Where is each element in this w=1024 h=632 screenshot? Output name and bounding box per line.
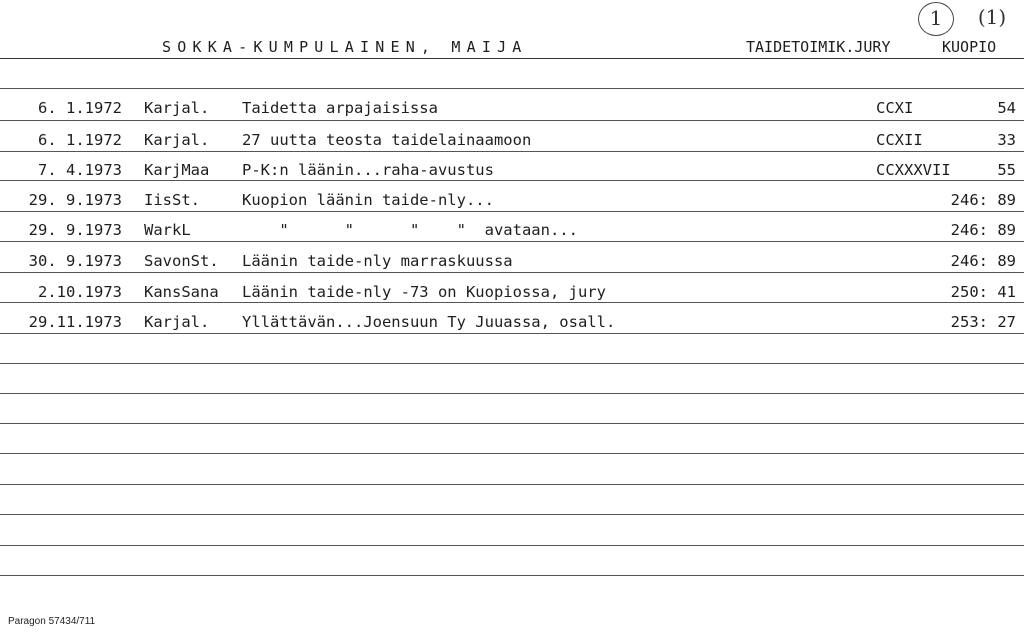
entry-description: Läänin taide-nly -73 on Kuopiossa, jury (242, 283, 606, 301)
card-header (0, 34, 1024, 58)
entry-page: 253: 27 (950, 313, 1016, 331)
place-label: KUOPIO (942, 38, 997, 56)
entry-row (0, 99, 1024, 121)
entry-description: Kuopion läänin taide-nly... (242, 191, 494, 209)
entry-row (0, 221, 1024, 243)
entry-source: Karjal. (144, 131, 210, 149)
handwritten-mark: (1) (977, 5, 1007, 29)
entry-page: 54 (997, 99, 1016, 117)
entry-source: Karjal. (144, 313, 210, 331)
handwritten-mark-circled: 1 (918, 2, 954, 36)
entry-reference: CCXI (876, 99, 914, 117)
entry-row (0, 131, 1024, 153)
entry-date: 29. 9.1973 (28, 191, 122, 209)
entry-date: 2.10.1973 (38, 283, 122, 301)
entry-source: Karjal. (144, 99, 210, 117)
entry-date: 29. 9.1973 (28, 221, 122, 239)
ruled-line (0, 88, 1024, 89)
entry-date: 7. 4.1973 (38, 161, 122, 179)
entry-description: " " " " avataan... (242, 221, 578, 239)
entry-source: KarjMaa (144, 161, 210, 179)
ruled-line (0, 211, 1024, 212)
entry-source: IisSt. (144, 191, 200, 209)
ruled-line (0, 180, 1024, 181)
entry-reference: CCXXXVII (876, 161, 951, 179)
ruled-line (0, 272, 1024, 273)
entry-page: 246: 89 (950, 191, 1016, 209)
entry-source: SavonSt. (144, 252, 219, 270)
entry-description: Yllättävän...Joensuun Ty Juuassa, osall. (242, 313, 616, 331)
ruled-line (0, 423, 1024, 424)
entry-page: 55 (997, 161, 1016, 179)
entry-page: 246: 89 (950, 252, 1016, 270)
header-rule (0, 58, 1024, 59)
ruled-line (0, 333, 1024, 334)
ruled-line (0, 393, 1024, 394)
entry-description: Taidetta arpajaisissa (242, 99, 438, 117)
entry-description: 27 uutta teosta taidelainaamoon (242, 131, 532, 149)
entry-page: 250: 41 (950, 283, 1016, 301)
ruled-line (0, 545, 1024, 546)
ruled-line (0, 363, 1024, 364)
entry-date: 6. 1.1972 (38, 131, 122, 149)
entry-row (0, 252, 1024, 274)
ruled-line (0, 302, 1024, 303)
ruled-line (0, 575, 1024, 576)
ruled-line (0, 453, 1024, 454)
person-name: SOKKA-KUMPULAINEN, MAIJA (162, 38, 528, 56)
entry-page: 246: 89 (950, 221, 1016, 239)
entry-reference: CCXII (876, 131, 923, 149)
entry-row (0, 313, 1024, 335)
ruled-line (0, 120, 1024, 121)
ruled-line (0, 151, 1024, 152)
entry-date: 6. 1.1972 (38, 99, 122, 117)
entry-description: Läänin taide-nly marraskuussa (242, 252, 513, 270)
ruled-line (0, 484, 1024, 485)
entry-description: P-K:n läänin...raha-avustus (242, 161, 494, 179)
ruled-line (0, 514, 1024, 515)
entry-page: 33 (997, 131, 1016, 149)
topic-label: TAIDETOIMIK.JURY (746, 38, 891, 56)
entry-source: KansSana (144, 283, 219, 301)
entry-row (0, 191, 1024, 213)
entry-date: 30. 9.1973 (28, 252, 122, 270)
ruled-line (0, 241, 1024, 242)
card-print-code: Paragon 57434/711 (8, 616, 96, 627)
entry-date: 29.11.1973 (28, 313, 122, 331)
entry-source: WarkL (144, 221, 191, 239)
